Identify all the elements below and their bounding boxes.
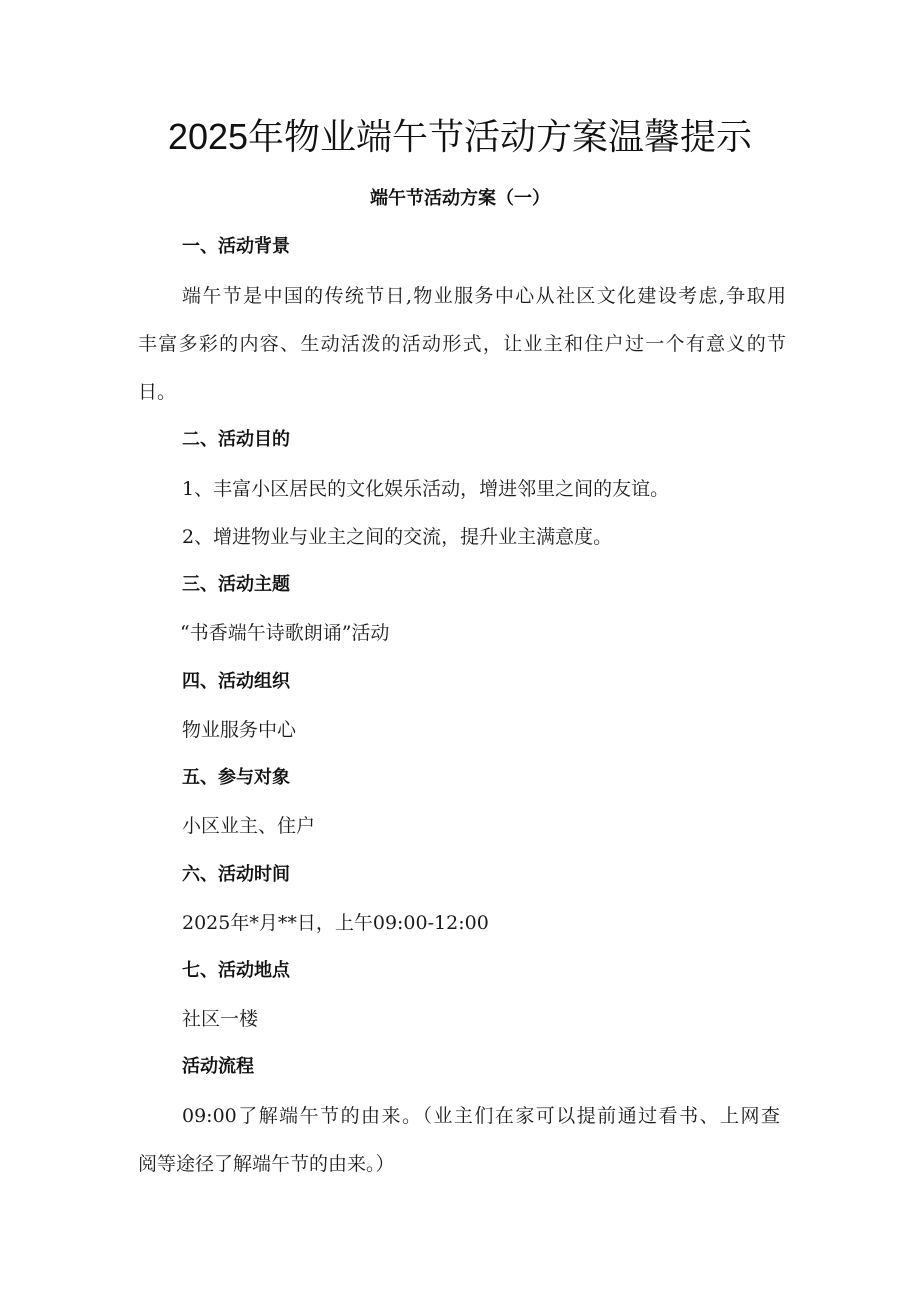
paragraph-line: 端午节是中国的传统节日,物业服务中心从社区文化建设考虑,争取用 xyxy=(182,285,786,307)
paragraph-line: 日。 xyxy=(138,381,177,403)
section-heading-participants: 五、参与对象 xyxy=(182,767,290,788)
section-heading-time: 六、活动时间 xyxy=(182,864,290,885)
paragraph-line: 阅等途径了解端午节的由来。） xyxy=(138,1153,395,1175)
time-text: 2025年*月**日，上午09:00-12:00 xyxy=(182,912,489,934)
section-heading-theme: 三、活动主题 xyxy=(182,574,290,595)
list-item: 1、丰富小区居民的文化娱乐活动，增进邻里之间的友谊。 xyxy=(182,478,670,500)
section-heading-process: 活动流程 xyxy=(182,1056,254,1077)
organizer-text: 物业服务中心 xyxy=(182,719,297,741)
participants-text: 小区业主、住户 xyxy=(182,815,316,837)
paragraph-line: 丰富多彩的内容、生动活泼的活动形式，让业主和住户过一个有意义的节 xyxy=(138,333,786,355)
section-heading-organizer: 四、活动组织 xyxy=(182,671,290,692)
document-title: 2025年物业端午节活动方案温馨提示 xyxy=(167,116,753,157)
paragraph-line: 09:00了解端午节的由来。（业主们在家可以提前通过看书、上网查 xyxy=(182,1105,780,1127)
section-heading-location: 七、活动地点 xyxy=(182,960,290,981)
document-subtitle: 端午节活动方案（一） xyxy=(370,188,550,209)
section-heading-purpose: 二、活动目的 xyxy=(182,429,290,450)
list-item: 2、增进物业与业主之间的交流，提升业主满意度。 xyxy=(182,526,613,548)
section-heading-background: 一、活动背景 xyxy=(182,236,290,257)
theme-text: “书香端午诗歌朗诵”活动 xyxy=(180,622,390,644)
location-text: 社区一楼 xyxy=(182,1008,259,1030)
